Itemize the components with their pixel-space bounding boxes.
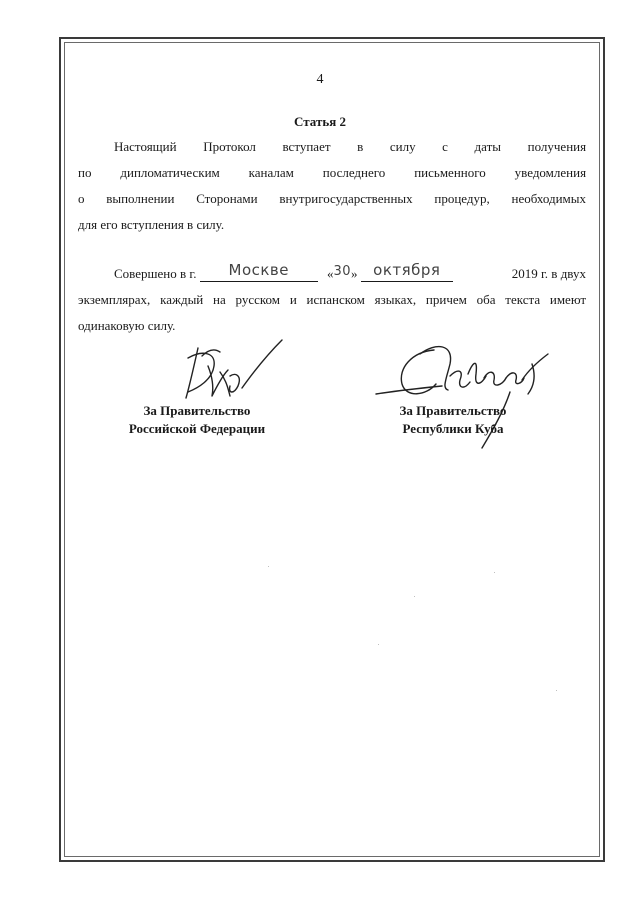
paragraph2-line1: Совершено в г. Москве «30» октября 2019 г. в двух [114, 261, 586, 281]
paragraph1-line1: Настоящий Протокол вступает в силу с даты получения [114, 139, 587, 154]
done-in-prefix: Совершено в г. [114, 266, 197, 281]
paragraph2-line2: экземплярах, каждый на русском и испанском языках, причем оба текста имеют [78, 292, 587, 307]
signature-russia [168, 336, 298, 406]
scan-speck [494, 572, 495, 573]
day-handwritten: 30 [333, 264, 352, 279]
city-handwritten: Москве [228, 261, 289, 279]
signature-label-cuba: За Правительство Республики Куба [399, 403, 507, 436]
paragraph1-line2: по дипломатическим каналам последнего письменного уведомления [78, 165, 587, 180]
page-number: 4 [316, 72, 324, 87]
article-title: Статья 2 [294, 114, 346, 129]
paragraph2-line3: одинаковую силу. [78, 318, 176, 333]
scan-speck [268, 566, 269, 567]
year-suffix: 2019 г. в двух [511, 266, 586, 281]
scan-speck [378, 644, 379, 645]
scan-speck [414, 596, 415, 597]
paragraph1-line3: о выполнении Сторонами внутригосударственных процедур, необходимых [78, 191, 586, 206]
signature-label-russia: За Правительство Российской Федерации [128, 403, 266, 436]
city-field [200, 261, 318, 282]
month-handwritten: октября [373, 261, 441, 279]
scan-speck [556, 690, 557, 691]
paragraph1-line4: для его вступления в силу. [78, 217, 225, 232]
month-field [361, 261, 453, 282]
